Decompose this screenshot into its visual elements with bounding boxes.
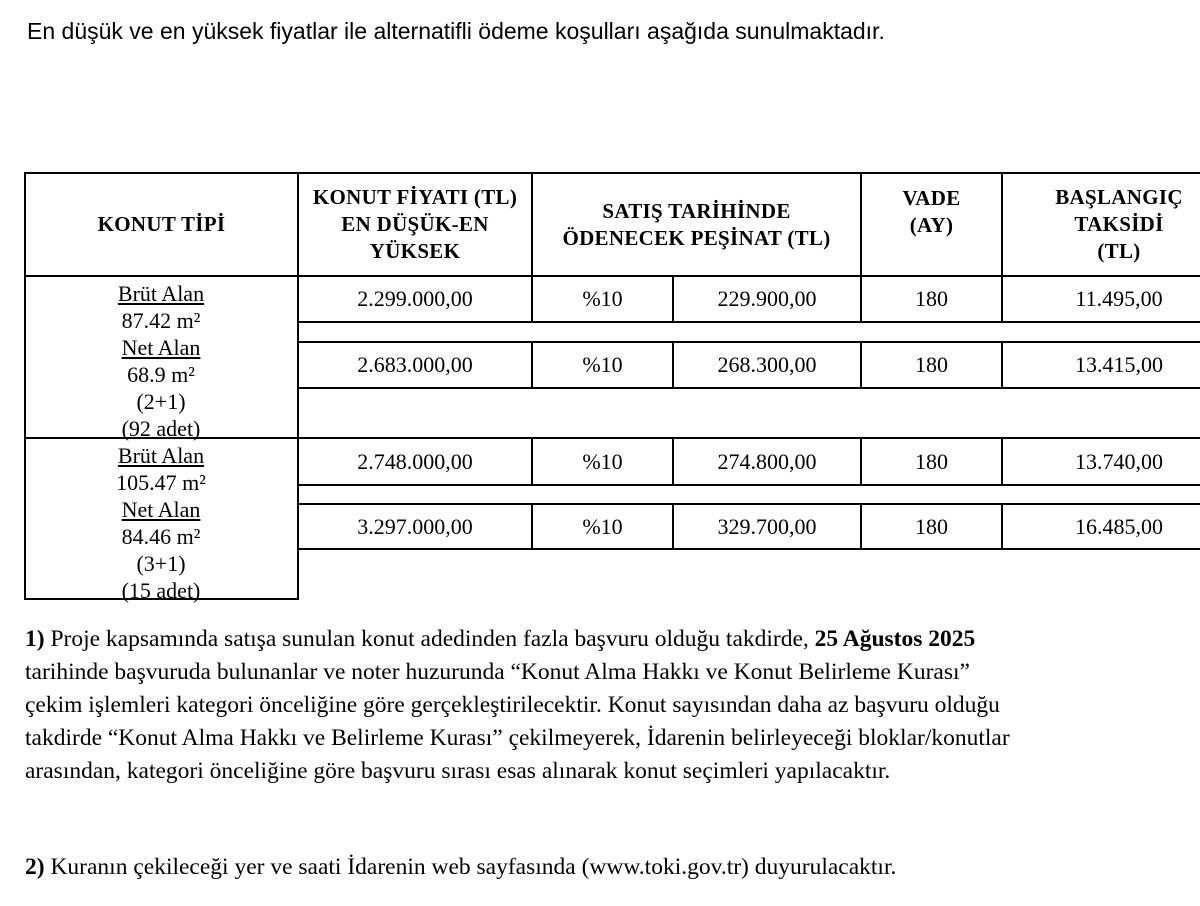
intro-text: En düşük ve en yüksek fiyatlar ile alternatifli ödeme koşulları aşağıda sunulmaktadır. <box>27 18 885 44</box>
row-border <box>297 387 1200 389</box>
room-count: (2+1) <box>136 389 186 414</box>
unit-count: (92 adet) <box>121 416 201 441</box>
header-konut-tipi: KONUT TİPİ <box>97 212 226 236</box>
row-border <box>297 321 1200 323</box>
header-pesinat: SATIŞ TARİHİNDE ÖDENECEK PEŞİNAT (TL) <box>562 198 831 250</box>
cell-fiyat: 2.299.000,00 <box>357 286 473 311</box>
cell-taksit: 13.415,00 <box>1075 352 1163 377</box>
cell-pesinat: 229.900,00 <box>717 286 817 311</box>
cell-taksit: 13.740,00 <box>1075 448 1163 474</box>
cell-oran: %10 <box>582 286 623 311</box>
cell-pesinat: 274.800,00 <box>717 448 817 474</box>
cell-fiyat: 2.683.000,00 <box>357 352 473 377</box>
unit-count: (15 adet) <box>121 578 201 603</box>
cell-fiyat: 2.748.000,00 <box>357 448 473 474</box>
cell-taksit: 11.495,00 <box>1075 286 1163 311</box>
cell-oran: %10 <box>582 513 623 539</box>
room-count: (3+1) <box>136 551 186 576</box>
row-border <box>297 548 1200 550</box>
note-1-number: 1) <box>25 626 45 652</box>
brut-alan-label: Brüt Alan <box>117 443 205 468</box>
cell-oran: %10 <box>582 448 623 474</box>
row-border <box>297 484 1200 486</box>
cell-oran: %10 <box>582 352 623 377</box>
net-alan-label: Net Alan <box>121 497 201 522</box>
cell-vade: 180 <box>915 448 948 474</box>
net-alan-value: 68.9 m² <box>127 362 195 387</box>
cell-vade: 180 <box>915 513 948 539</box>
cell-vade: 180 <box>915 352 948 377</box>
konut-tipi-2plus1 <box>25 280 297 442</box>
header-vade: VADE (AY) <box>902 186 961 237</box>
brut-alan-value: 105.47 m² <box>116 470 206 495</box>
brut-alan-value: 87.42 m² <box>121 308 201 333</box>
note-1-date: 25 Ağustos 2025 <box>814 626 976 652</box>
cell-taksit: 16.485,00 <box>1075 513 1163 539</box>
note-2-number: 2) <box>25 854 45 880</box>
net-alan-value: 84.46 m² <box>121 524 201 549</box>
konut-tipi-3plus1 <box>25 442 297 604</box>
cell-fiyat: 3.297.000,00 <box>357 513 473 539</box>
cell-pesinat: 268.300,00 <box>717 352 817 377</box>
cell-vade: 180 <box>915 286 948 311</box>
header-taksit: BAŞLANGIÇ TAKSİDİ (TL) <box>1055 185 1183 263</box>
net-alan-label: Net Alan <box>121 335 201 360</box>
brut-alan-label: Brüt Alan <box>117 281 205 306</box>
header-konut-fiyati: KONUT FİYATI (TL) EN DÜŞÜK-EN YÜKSEK <box>312 185 518 263</box>
cell-pesinat: 329.700,00 <box>717 513 817 539</box>
